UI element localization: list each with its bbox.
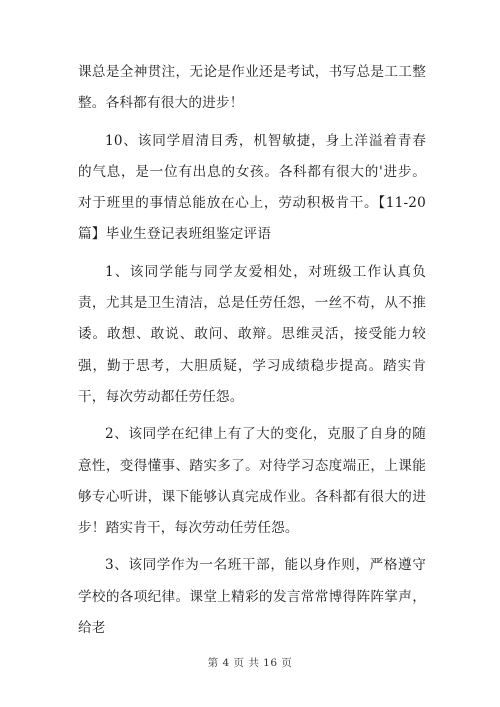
document-body [78, 57, 426, 644]
paragraph-comment-3: 3、该同学作为一名班干部，能以身作则，严格遵守学校的各项纪律。课堂上精彩的发言常常博得阵阵掌声，给老 [78, 557, 426, 637]
page-number-footer: 第 4 页 共 16 页 [207, 657, 293, 669]
paragraph-continuation: 课总是全神贯注，无论是作业还是考试，书写总是工工整整。各科都有很大的进步！ [78, 64, 426, 112]
paragraph-comment-2: 2、该同学在纪律上有了大的变化，克服了自身的随意性，变得懂事、踏实多了。对待学习态度端正，上课能够专心听讲，课下能够认真完成作业。各科都有很大的进步！踏实肯干，每次劳动任劳任怨。 [78, 426, 426, 537]
paragraph-comment-1: 1、该同学能与同学友爱相处，对班级工作认真负责，尤其是卫生清洁，总是任劳任怨，一丝不苟，从不推诿。敢想、敢说、敢问、敢辩。思维灵活，接受能力较强，勤于思考，大胆质疑，学习成绩稳步提高。踏实肯干，每次劳动都任劳任怨。 [78, 263, 426, 405]
paragraph-comment-10: 10、该同学眉清目秀，机智敏捷，身上洋溢着青春的气息，是一位有出息的女孩。各科都有很大的'进步。对于班里的事情总能放在心上，劳动积极肯干。【11-20篇】毕业生登记表班组鉴定评语 [78, 132, 426, 243]
